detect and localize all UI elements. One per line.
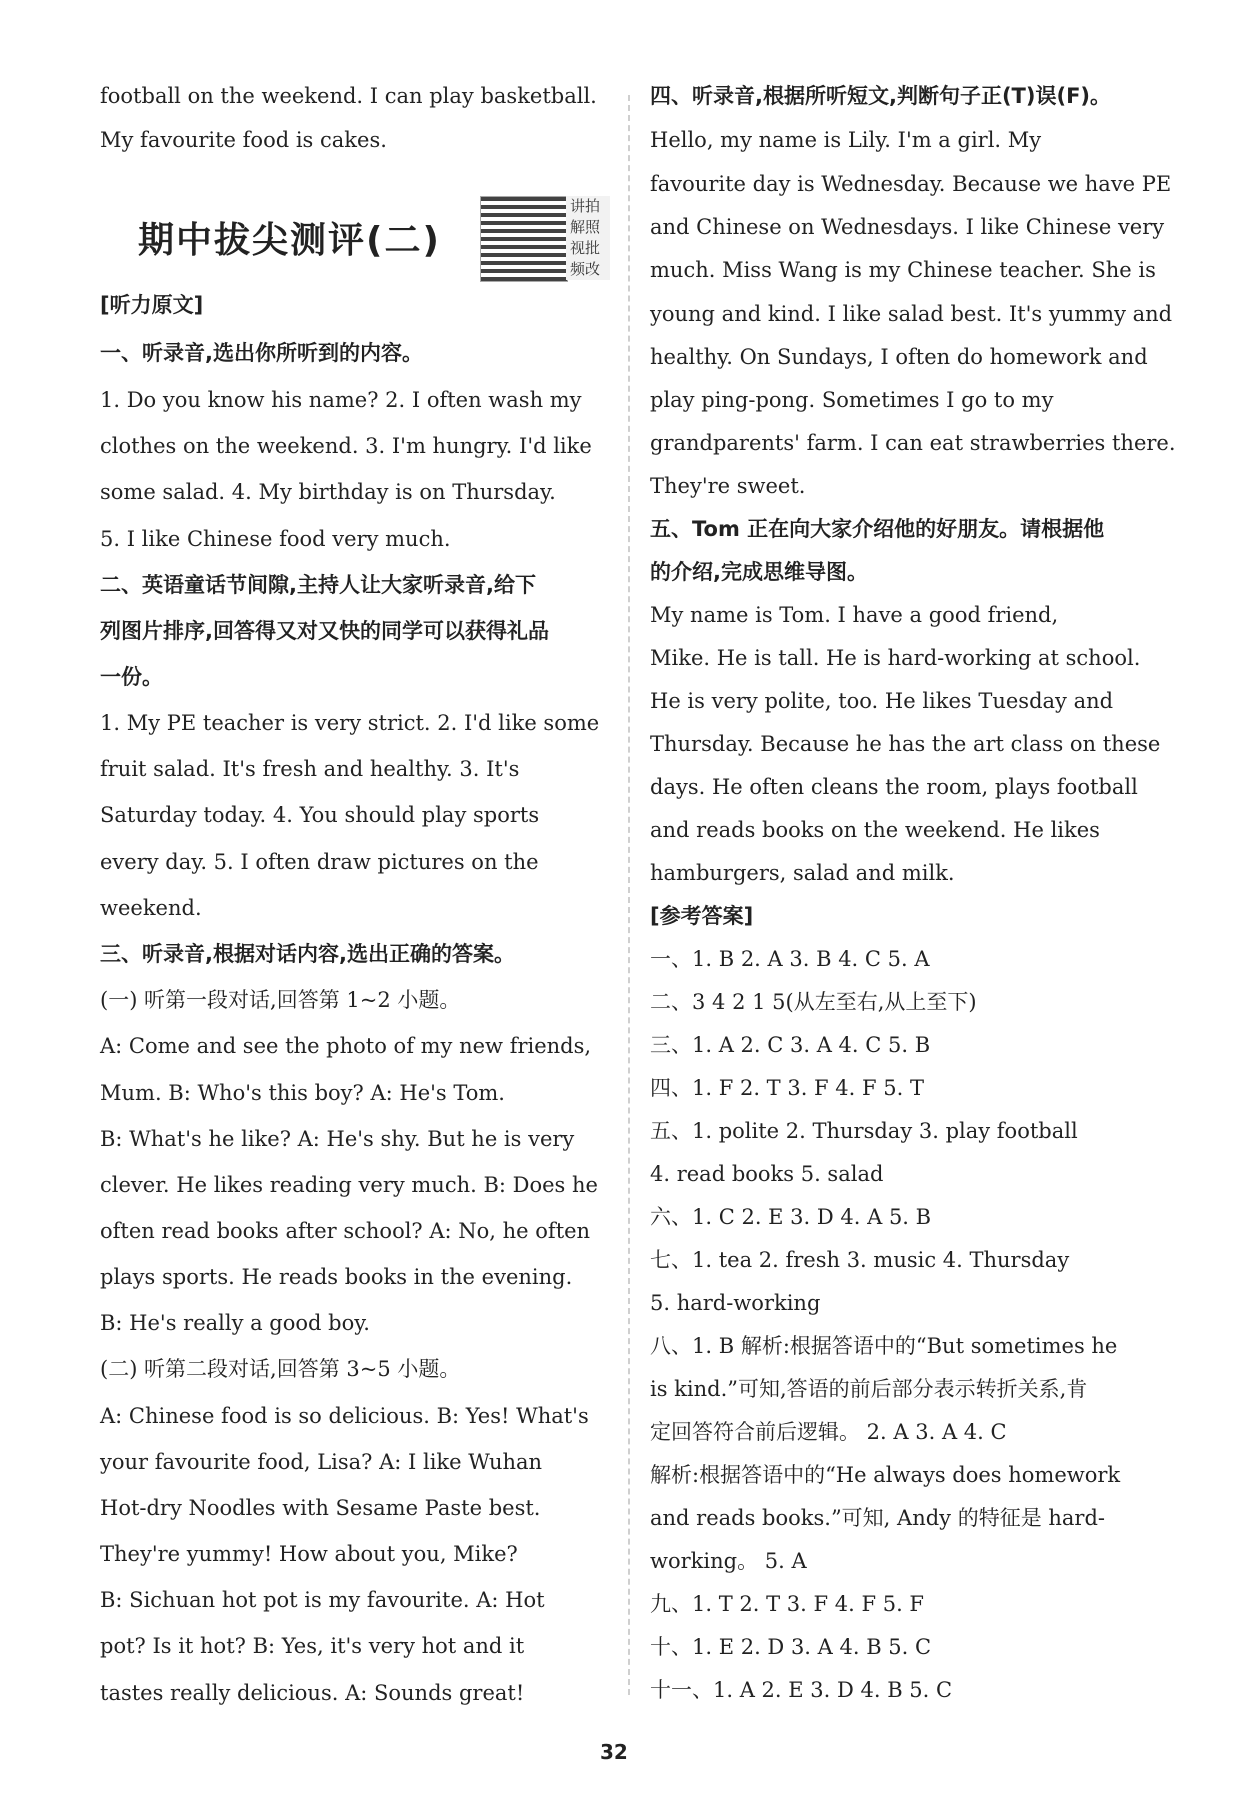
text-line: pot? Is it hot? B: Yes, it's very hot and it	[100, 1634, 525, 1658]
text-line: B: He's really a good boy.	[100, 1311, 370, 1335]
text-line: fruit salad. It's fresh and healthy. 3. It's	[100, 757, 520, 781]
text-line: 二、3 4 2 1 5(从左至右,从上至下)	[650, 990, 977, 1014]
text-line: 二、英语童话节间隙,主持人让大家听录音,给下	[100, 573, 536, 597]
text-line: 六、1. C 2. E 3. D 4. A 5. B	[650, 1205, 932, 1229]
text-line: days. He often cleans the room, plays football	[650, 775, 1138, 799]
text-line: 七、1. tea 2. fresh 3. music 4. Thursday	[650, 1248, 1070, 1272]
text-line: clothes on the weekend. 3. I'm hungry. I'd like	[100, 434, 592, 458]
text-line: 九、1. T 2. T 3. F 4. F 5. F	[650, 1592, 924, 1616]
text-line: Saturday today. 4. You should play sports	[100, 803, 540, 827]
text-line: B: Sichuan hot pot is my favourite. A: Hot	[100, 1588, 545, 1612]
text-line: 三、听录音,根据对话内容,选出正确的答案。	[100, 942, 515, 966]
text-line: 五、1. polite 2. Thursday 3. play football	[650, 1119, 1078, 1143]
text-line: Mum. B: Who's this boy? A: He's Tom.	[100, 1081, 505, 1105]
text-line: and reads books.”可知, Andy 的特征是 hard-	[650, 1506, 1106, 1530]
text-line: tastes really delicious. A: Sounds great!	[100, 1681, 525, 1705]
text-line: grandparents' farm. I can eat strawberries there.	[650, 431, 1176, 455]
text-line: much. Miss Wang is my Chinese teacher. She is	[650, 258, 1156, 282]
text-line: 四、1. F 2. T 3. F 4. F 5. T	[650, 1076, 924, 1100]
text-line: often read books after school? A: No, he often	[100, 1219, 591, 1243]
text-line: 三、1. A 2. C 3. A 4. C 5. B	[650, 1033, 931, 1057]
text-line: clever. He likes reading very much. B: Does he	[100, 1173, 598, 1197]
text-line: My favourite food is cakes.	[100, 128, 387, 152]
text-line: plays sports. He reads books in the evening.	[100, 1265, 573, 1289]
text-line: He is very polite, too. He likes Tuesday and	[650, 689, 1114, 713]
text-line: every day. 5. I often draw pictures on the	[100, 850, 539, 874]
text-line: 四、听录音,根据所听短文,判断句子正(T)误(F)。	[650, 84, 1112, 108]
text-line: They're sweet.	[650, 474, 806, 498]
section-title: 期中拔尖测评(二)	[138, 220, 441, 261]
text-line: 解析:根据答语中的“He always does homework	[650, 1463, 1121, 1487]
text-line: working。 5. A	[650, 1549, 807, 1573]
text-line: hamburgers, salad and milk.	[650, 861, 955, 885]
text-line: 4. read books 5. salad	[650, 1162, 884, 1186]
text-line: A: Chinese food is so delicious. B: Yes! What's	[100, 1404, 589, 1428]
text-line: 列图片排序,回答得又对又快的同学可以获得礼品	[100, 619, 549, 643]
text-line: 的介绍,完成思维导图。	[650, 560, 868, 584]
text-line: [听力原文]	[100, 293, 204, 317]
text-line: A: Come and see the photo of my new friends,	[100, 1034, 592, 1058]
text-line: football on the weekend. I can play basketball.	[100, 84, 597, 108]
text-line: Hot-dry Noodles with Sesame Paste best.	[100, 1496, 541, 1520]
text-line: healthy. On Sundays, I often do homework and	[650, 345, 1148, 369]
text-line: and reads books on the weekend. He likes	[650, 818, 1100, 842]
text-line: They're yummy! How about you, Mike?	[100, 1542, 518, 1566]
text-line: Thursday. Because he has the art class on these	[650, 732, 1161, 756]
text-line: weekend.	[100, 896, 202, 920]
text-line: (二) 听第二段对话,回答第 3~5 小题。	[100, 1357, 461, 1381]
text-line: 五、Tom 正在向大家介绍他的好朋友。请根据他	[650, 517, 1105, 541]
text-line: (一) 听第一段对话,回答第 1~2 小题。	[100, 988, 461, 1012]
text-line: is kind.”可知,答语的前后部分表示转折关系,肯	[650, 1377, 1088, 1401]
text-line: Hello, my name is Lily. I'm a girl. My	[650, 128, 1042, 152]
text-line: Mike. He is tall. He is hard-working at school.	[650, 646, 1141, 670]
qr-code-icon[interactable]	[480, 196, 568, 282]
text-line: My name is Tom. I have a good friend,	[650, 603, 1059, 627]
qr-label: 讲拍解照视批频改	[566, 196, 610, 280]
text-line: B: What's he like? A: He's shy. But he is very	[100, 1127, 575, 1151]
text-line: some salad. 4. My birthday is on Thursday.	[100, 480, 556, 504]
text-line: 5. I like Chinese food very much.	[100, 527, 451, 551]
text-line: your favourite food, Lisa? A: I like Wuhan	[100, 1450, 543, 1474]
text-line: 1. My PE teacher is very strict. 2. I'd like some	[100, 711, 600, 735]
text-line: play ping-pong. Sometimes I go to my	[650, 388, 1054, 412]
text-line: 一、听录音,选出你所听到的内容。	[100, 341, 423, 365]
text-line: 一、1. B 2. A 3. B 4. C 5. A	[650, 947, 930, 971]
text-line: 一份。	[100, 665, 163, 689]
page-number: 32	[600, 1740, 628, 1764]
text-line: and Chinese on Wednesdays. I like Chinese very	[650, 215, 1165, 239]
text-line: [参考答案]	[650, 904, 754, 928]
text-line: young and kind. I like salad best. It's yummy and	[650, 302, 1173, 326]
column-divider	[628, 95, 630, 1695]
text-line: favourite day is Wednesday. Because we have PE	[650, 172, 1172, 196]
text-line: 定回答符合前后逻辑。 2. A 3. A 4. C	[650, 1420, 1007, 1444]
text-line: 八、1. B 解析:根据答语中的“But sometimes he	[650, 1334, 1118, 1358]
text-line: 十一、1. A 2. E 3. D 4. B 5. C	[650, 1678, 953, 1702]
text-line: 十、1. E 2. D 3. A 4. B 5. C	[650, 1635, 932, 1659]
text-line: 5. hard-working	[650, 1291, 821, 1315]
text-line: 1. Do you know his name? 2. I often wash my	[100, 388, 582, 412]
